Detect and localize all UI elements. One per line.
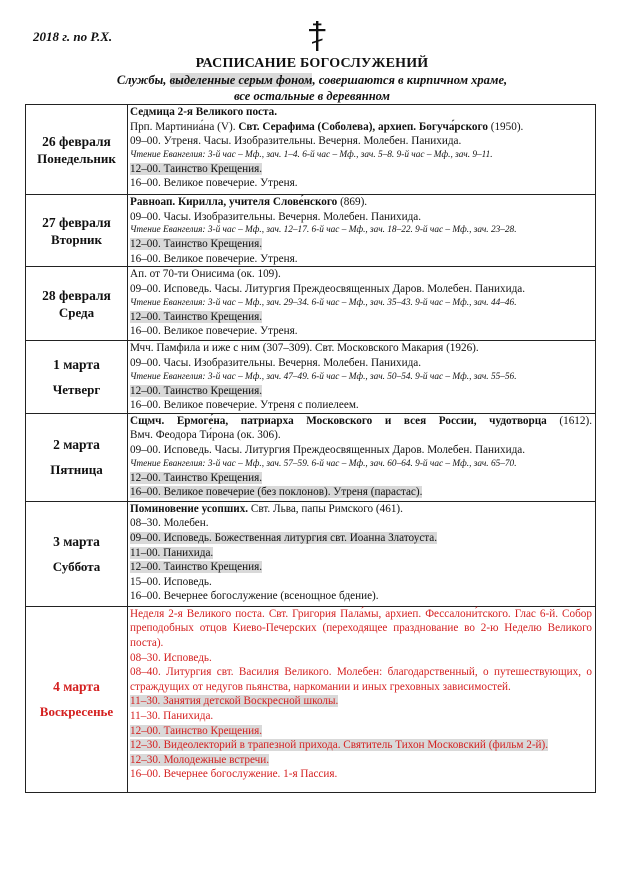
services-cell: Равноап. Кирилла, учителя Слове́нского (869). 09–00. Часы. Изобразительны. Вечерня. Молебен. Панихида. Чтение Евангелия: 3-й час – Мф., зач. 12–17. 6-й час – Мф., зач. 18–22. 9-й час – Мф., зач. 23–28. 12–00. Таинство Крещения. 16–00. Великое повечерие. Утреня.: [128, 195, 596, 267]
services-cell: Сщмч. Ермоге́на, патриарха Московского и всея России, чудотворца (1612). Вмч. Феодора Ти́рона (ок. 306). 09–00. Исповедь. Часы. Литургия Преждеосвященных Даров. Молебен. Панихида. Чтение Евангелия: 3-й час – Мф., зач. 57–59. 6-й час – Мф., зач. 60–64. 9-й час – Мф., зач. 65–70. 12–00. Таинство Крещения. 16–00. Великое повечерие (без поклонов). Утреня (парастас).: [128, 413, 596, 501]
services-cell: Ап. от 70-ти Онисима (ок. 109). 09–00. Исповедь. Часы. Литургия Преждеосвященных Даров. Молебен. Панихида. Чтение Евангелия: 3-й час – Мф., зач. 29–34. 6-й час – Мф., зач. 35–43. 9-й час – Мф., зач. 44–46. 12–00. Таинство Крещения. 16–00. Великое повечерие. Утреня.: [128, 267, 596, 341]
page-title: РАСПИСАНИЕ БОГОСЛУЖЕНИЙ: [195, 56, 429, 71]
page-subtitle: Службы, выделенные серым фоном, совершаются в кирпичном храме, все остальные в деревянном: [116, 73, 508, 103]
day-cell: 3 марта Суббота: [26, 501, 128, 606]
day-cell: 28 февраля Среда: [26, 267, 128, 341]
day-cell: 27 февраля Вторник: [26, 195, 128, 267]
day-cell: 2 марта Пятница: [26, 413, 128, 501]
services-cell: Мчч. Памфила и иже с ним (307–309). Свт. Московского Макария (1926). 09–00. Часы. Изобразительны. Вечерня. Молебен. Панихида. Чтение Евангелия: 3-й час – Мф., зач. 47–49. 6-й час – Мф., зач. 50–54. 9-й час – Мф., зач. 55–56. 12–00. Таинство Крещения. 16–00. Великое повечерие. Утреня с полиелеем.: [128, 341, 596, 413]
table-row: [26, 267, 596, 341]
table-row: [26, 341, 596, 413]
table-row: [26, 501, 596, 606]
table-row: [26, 606, 596, 792]
orthodox-cross-icon: [306, 20, 328, 52]
schedule-table: [25, 104, 596, 793]
services-cell: Поминовение усопших. Свт. Льва, папы Римского (461). 08–30. Молебен. 09–00. Исповедь. Божественная литургия свт. Иоанна Златоуста. 11–00. Панихида. 12–00. Таинство Крещения. 15–00. Исповедь. 16–00. Вечернее богослужение (всенощное бдение).: [128, 501, 596, 606]
table-row: [26, 105, 596, 195]
year-label: 2018 г. по Р.Х.: [33, 29, 113, 44]
day-cell: 1 марта Четверг: [26, 341, 128, 413]
services-cell: Седмица 2-я Великого поста. Прп. Мартиниа́на (V). Свт. Серафима (Соболева), архиеп. Богуча́рского (1950). 09–00. Утреня. Часы. Изобразительны. Вечерня. Молебен. Панихида. Чтение Евангелия: 3-й час – Мф., зач. 1–4. 6-й час – Мф., зач. 5–8. 9-й час – Мф., зач. 9–11. 12–00. Таинство Крещения. 16–00. Великое повечерие. Утреня.: [128, 105, 596, 195]
table-row: [26, 195, 596, 267]
services-cell: Неделя 2-я Великого поста. Свт. Григория Пала́мы, архиеп. Фессалони́тского. Глас 6-й. Собор преподобных отцов Киево-Печерских (переходящее празднование во 2-ю Неделю Великого поста). 08–30. Исповедь. 08–40. Литургия свт. Василия Великого. Молебен: благодарственный, о путешествующих, о страждущих от недугов пьянства, наркомании и иных греховных зависимостей. 11–30. Занятия детской Воскресной школы. 11–30. Панихида. 12–00. Таинство Крещения. 12–30. Видеолекторий в трапезной прихода. Святитель Тихон Московский (фильм 2-й). 12–30. Молодежные встречи. 16–00. Вечернее богослужение. 1-я Пассия.: [128, 606, 596, 792]
table-row: [26, 413, 596, 501]
day-cell: 26 февраля Понедельник: [26, 105, 128, 195]
day-cell: 4 марта Воскресенье: [26, 606, 128, 792]
